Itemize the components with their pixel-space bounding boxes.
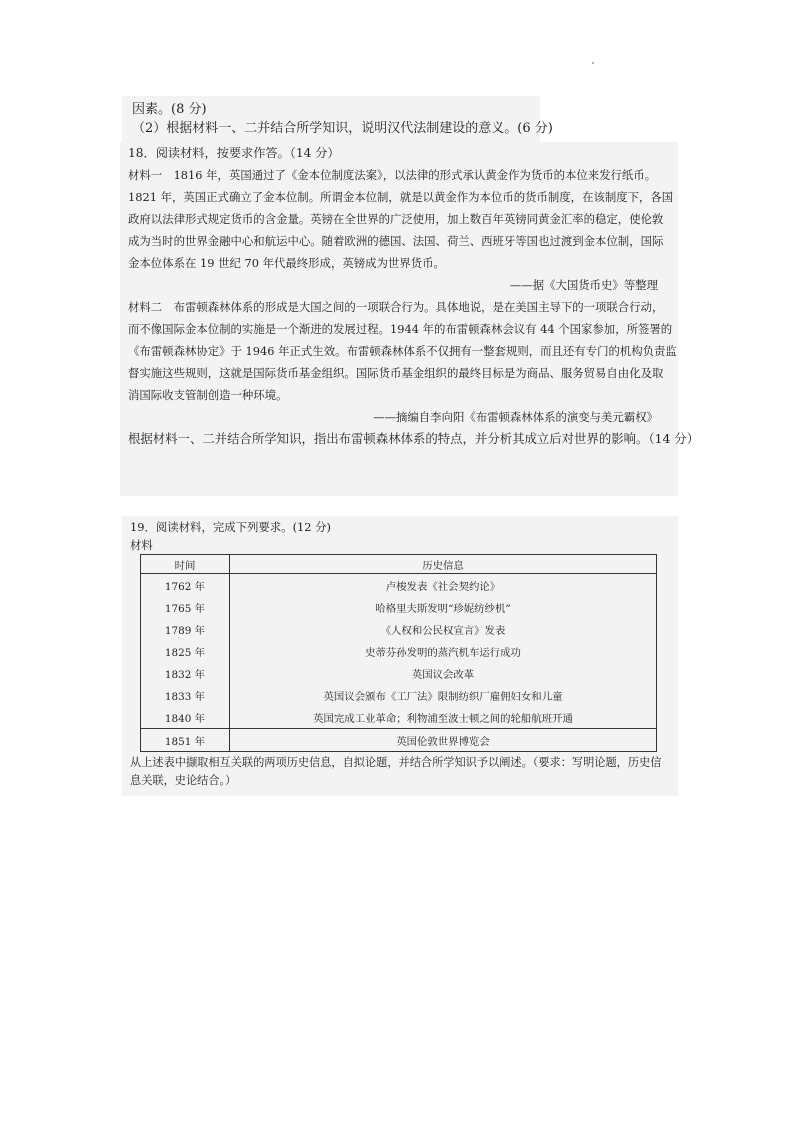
cell-year: 1825 年 (141, 640, 230, 662)
table-row (141, 706, 657, 729)
table-header-row (141, 555, 657, 574)
header-history-info: 历史信息 (230, 555, 657, 574)
table-row (141, 729, 657, 752)
q17-tail-line1: 因素。(8 分) (132, 102, 207, 117)
q19-title: 19．阅读材料，完成下列要求。(12 分) (130, 520, 331, 534)
cell-event: 英国伦敦世界博览会 (230, 729, 657, 752)
cell-year: 1851 年 (141, 729, 230, 752)
header-time: 时间 (141, 555, 230, 574)
table-row (141, 662, 657, 684)
cell-year: 1832 年 (141, 662, 230, 684)
cell-event: 英国议会颁布《工厂法》限制纺织厂雇佣妇女和儿童 (323, 690, 563, 703)
q18-material1-line: 材料一 1816 年，英国通过了《金本位制度法案》，以法律的形式承认黄金作为货币的本位来发行纸币。 (128, 168, 657, 182)
cell-event: 哈格里夫斯发明“珍妮纺纱机” (375, 602, 511, 615)
q18-material2-line: 材料二 布雷顿森林体系的形成是大国之间的一项联合行为。具体地说，是在美国主导下的一项联合行动， (128, 300, 664, 314)
q18-material2-line: 《布雷顿森林协定》于 1946 年正式生效。布雷顿森林体系不仅拥有一整套规则，而且还有专门的机构负责监 (128, 344, 677, 358)
cell-event: 史蒂芬孙发明的蒸汽机车运行成功 (365, 646, 521, 659)
q18-title: 18．阅读材料，按要求作答。（14 分） (128, 146, 340, 160)
cell-year: 1789 年 (141, 618, 230, 640)
q18-material2-line: 消国际收支管制创造一种环境。 (128, 388, 288, 402)
scan-speck (592, 62, 594, 64)
q19-instruction (130, 754, 675, 790)
table-row (141, 684, 657, 706)
q19-instruction-line: 从上述表中撷取相互关联的两项历史信息，自拟论题，并结合所学知识予以阐述。（要求：写明论题，历史信 (130, 756, 662, 769)
q19-instruction-line: 息关联，史论结合。） (130, 774, 237, 787)
q18-material1-line: 政府以法律形式规定货币的含金量。英镑在全世界的广泛使用，加上数百年英镑同黄金汇率的稳定，使伦敦 (128, 212, 664, 226)
history-timeline-table (140, 554, 657, 752)
cell-event: 英国完成工业革命；利物浦至波士顿之间的轮船航班开通 (313, 712, 573, 725)
table-row (141, 596, 657, 618)
q18-material1-line: 1821 年，英国正式确立了金本位制。所谓金本位制，就是以黄金作为本位币的货币制度，在该制度下，各国 (128, 190, 674, 204)
cell-year: 1840 年 (141, 706, 230, 729)
q17-subquestion-2: （2）根据材料一、二并结合所学知识，说明汉代法制建设的意义。(6 分) (132, 121, 553, 136)
q18-block (120, 142, 700, 496)
q17-tail-block (122, 96, 553, 142)
q18-material2-line: 督实施这些规则，这就是国际货币基金组织。国际货币基金组织的最终目标是为商品、服务贸易自由化及取 (128, 366, 664, 380)
cell-event: 《人权和公民权宣言》发表 (380, 624, 506, 637)
q18-question: 根据材料一、二并结合所学知识，指出布雷顿森林体系的特点，并分析其成立后对世界的影响。（14 分） (128, 431, 700, 446)
table-row (141, 574, 657, 597)
cell-event: 英国议会改革 (411, 668, 475, 681)
cell-year: 1765 年 (141, 596, 230, 618)
cell-event: 卢梭发表《社会契约论》 (385, 580, 501, 593)
table-row (141, 640, 657, 662)
cell-year: 1833 年 (141, 684, 230, 706)
q18-material1-line: 金本位体系在 19 世纪 70 年代最终形成，英镑成为世界货币。 (128, 256, 445, 270)
q18-material1-source: ——据《大国货币史》等整理 (509, 278, 658, 292)
q18-material2-line: 而不像国际金本位制的实施是一个渐进的发展过程。1944 年的布雷顿森林会议有 44 个国家参加，所签署的 (128, 322, 673, 336)
cell-year: 1762 年 (141, 574, 230, 597)
q18-material2-source: ——摘编自李向阳《布雷顿森林体系的演变与美元霸权》 (373, 410, 658, 424)
q18-material1-line: 成为当时的世界金融中心和航运中心。随着欧洲的德国、法国、荷兰、西班牙等国也过渡到金本位制，国际 (128, 234, 664, 248)
q19-material-label: 材料 (130, 538, 153, 552)
table-row (141, 618, 657, 640)
